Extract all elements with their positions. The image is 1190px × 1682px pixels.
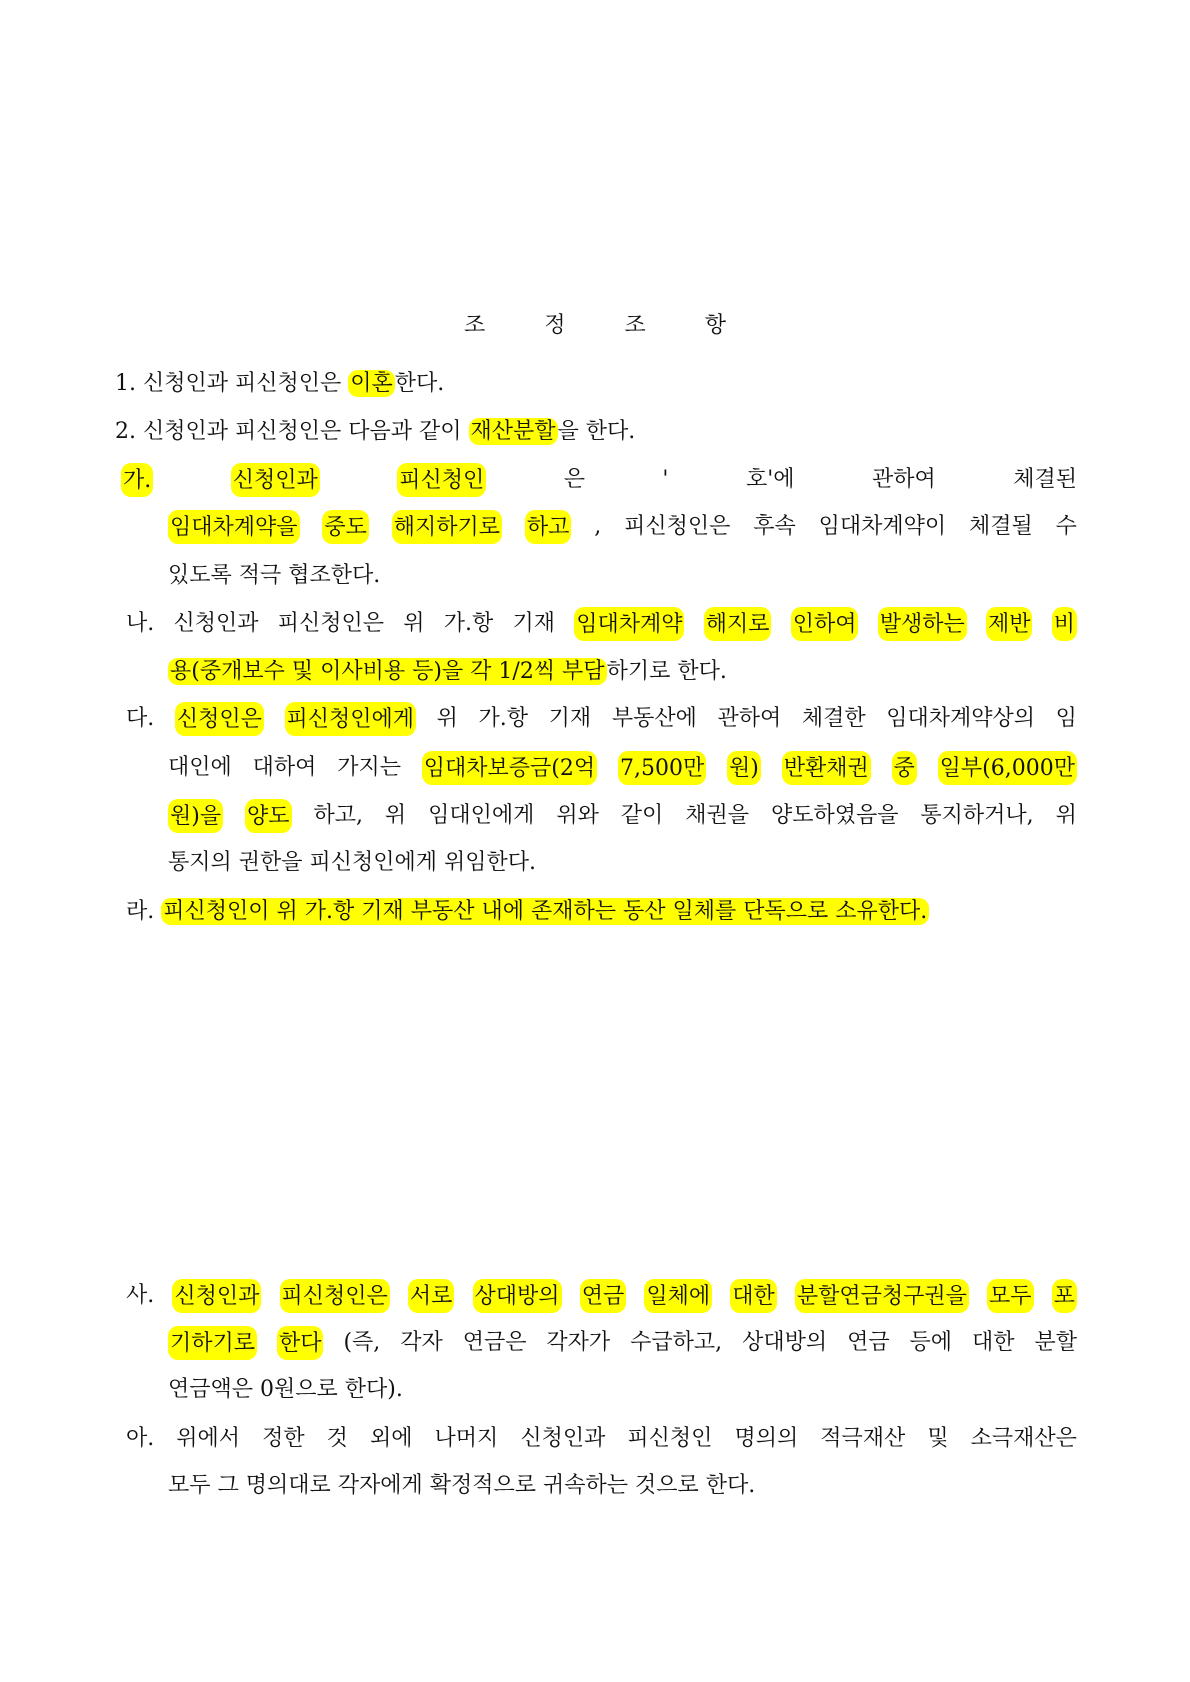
word: 위 xyxy=(436,706,458,731)
word: 원)을 xyxy=(168,799,223,833)
word: 연금은 xyxy=(462,1330,527,1355)
word: 대인에 xyxy=(168,755,232,780)
word: 관하여 xyxy=(717,706,782,731)
word: 서로 xyxy=(408,1279,455,1313)
document-title: 조 정 조 항 xyxy=(464,313,752,338)
word: 일체에 xyxy=(644,1279,712,1313)
document-line xyxy=(168,559,380,593)
word: 정한 xyxy=(262,1426,305,1451)
word: 상대방의 xyxy=(473,1279,562,1313)
word: 임대인에게 xyxy=(428,803,535,828)
word: 피신청인은 xyxy=(624,514,731,539)
word: 나머지 xyxy=(434,1426,499,1451)
word: 등에 xyxy=(909,1330,953,1355)
word: 대한 xyxy=(730,1279,777,1313)
word: 은 xyxy=(563,467,585,492)
text-segment: 2. 신청인과 피신청인은 다음과 같이 xyxy=(115,419,469,444)
word: 호'에 xyxy=(745,467,795,492)
word: 발생하는 xyxy=(878,607,967,641)
document-line xyxy=(168,510,1077,544)
word: 피신청인은 xyxy=(277,611,384,636)
word: 신청인은 xyxy=(175,702,264,736)
word: 신청인과 xyxy=(231,463,320,497)
word: 피신청인 xyxy=(397,463,486,497)
word: 기재 xyxy=(512,611,555,636)
document-line xyxy=(168,1326,1077,1360)
word: 가.항 xyxy=(443,611,494,636)
word: 신청인과 xyxy=(172,1279,261,1313)
word: 분할연금청구권을 xyxy=(795,1279,969,1313)
word: 일부(6,000만 xyxy=(938,751,1077,785)
highlighted-text: 이혼 xyxy=(350,371,393,396)
word: ' xyxy=(662,467,669,492)
word: 및 xyxy=(927,1426,949,1451)
word: 하고, xyxy=(313,803,363,828)
word: 수급하고, xyxy=(630,1330,723,1355)
word: 임대차보증금(2억 xyxy=(422,751,597,785)
document-line xyxy=(126,1279,1077,1313)
word: 채권을 xyxy=(685,803,749,828)
document-line xyxy=(168,1373,403,1407)
word: 체결한 xyxy=(801,706,866,731)
word: 임대차계약을 xyxy=(168,510,300,544)
word: 신청인과 xyxy=(173,611,259,636)
document-line xyxy=(115,367,444,401)
word: 사. xyxy=(126,1283,155,1308)
word: 가. xyxy=(121,463,153,497)
word: 7,500만 xyxy=(618,751,706,785)
word: 가.항 xyxy=(478,706,529,731)
text-segment: 있도록 적극 협조한다. xyxy=(168,563,381,588)
word: (즉, xyxy=(343,1330,381,1355)
word: 중 xyxy=(892,751,917,785)
text-segment: 한다. xyxy=(394,371,445,396)
word: 기하기로 xyxy=(168,1326,257,1360)
highlighted-text: 용(중개보수 및 이사비용 등)을 각 1/2씩 부담 xyxy=(170,659,605,684)
word: 가지는 xyxy=(337,755,401,780)
word: 신청인과 xyxy=(520,1426,606,1451)
text-segment: 하기로 한다. xyxy=(606,659,727,684)
word: 피신청인 xyxy=(627,1426,713,1451)
word: 하고 xyxy=(525,510,572,544)
word: 분할 xyxy=(1034,1330,1077,1355)
word: 위와 xyxy=(556,803,599,828)
document-line xyxy=(126,607,1077,641)
highlighted-text: 재산분할 xyxy=(470,419,556,444)
word: 비 xyxy=(1052,607,1077,641)
word: 임대차계약상의 xyxy=(886,706,1035,731)
document-line xyxy=(126,895,929,929)
word: 양도하였음을 xyxy=(770,803,899,828)
word: 해지하기로 xyxy=(392,510,502,544)
word: 부동산에 xyxy=(611,706,697,731)
text-segment: 라. xyxy=(126,899,162,924)
text-segment: 연금액은 0원으로 한다). xyxy=(168,1377,403,1402)
word: 모두 xyxy=(987,1279,1034,1313)
word: 명의의 xyxy=(734,1426,799,1451)
word: 양도 xyxy=(245,799,292,833)
word: 대하여 xyxy=(252,755,317,780)
text-segment: 모두 그 명의대로 각자에게 확정적으로 귀속하는 것으로 한다. xyxy=(168,1473,756,1498)
document-line xyxy=(168,1469,755,1503)
word: 포 xyxy=(1052,1279,1077,1313)
word: 아. xyxy=(126,1426,155,1451)
word: 위 xyxy=(1055,803,1077,828)
word: 임대차계약 xyxy=(574,607,684,641)
word: 기재 xyxy=(548,706,592,731)
word: 인하여 xyxy=(791,607,859,641)
word: 원) xyxy=(727,751,761,785)
word: 위에서 xyxy=(176,1426,241,1451)
text-segment: 1. 신청인과 피신청인은 xyxy=(115,371,349,396)
word: 외에 xyxy=(369,1426,413,1451)
word: , xyxy=(594,514,602,539)
highlighted-text: 피신청인이 위 가.항 기재 부동산 내에 존재하는 동산 일체를 단독으로 소유한다. xyxy=(163,899,928,924)
word: 후속 xyxy=(753,514,796,539)
document-line xyxy=(115,415,635,449)
word: 중도 xyxy=(322,510,369,544)
text-segment: 통지의 권한을 피신청인에게 위임한다. xyxy=(168,850,537,875)
document-line xyxy=(168,846,536,880)
word: 해지로 xyxy=(704,607,772,641)
document-line xyxy=(126,1422,1077,1456)
word: 피신청인은 xyxy=(280,1279,390,1313)
word: 체결될 xyxy=(968,514,1033,539)
word: 한다 xyxy=(277,1326,324,1360)
word: 수 xyxy=(1055,514,1077,539)
document-line xyxy=(168,799,1077,833)
word: 상대방의 xyxy=(742,1330,828,1355)
word: 다. xyxy=(126,706,155,731)
word: 각자가 xyxy=(546,1330,611,1355)
document-line xyxy=(168,751,1077,785)
word: 피신청인에게 xyxy=(285,702,417,736)
word: 같이 xyxy=(620,803,664,828)
word: 나. xyxy=(126,611,155,636)
word: 체결된 xyxy=(1013,467,1077,492)
word: 임 xyxy=(1055,706,1077,731)
word: 것 xyxy=(326,1426,348,1451)
word: 각자 xyxy=(400,1330,443,1355)
document-line xyxy=(121,463,1077,497)
word: 위 xyxy=(403,611,425,636)
word: 위 xyxy=(384,803,407,828)
word: 소극재산은 xyxy=(970,1426,1077,1451)
word: 임대차계약이 xyxy=(818,514,947,539)
document-line xyxy=(126,702,1077,736)
word: 반환채권 xyxy=(782,751,871,785)
word: 관하여 xyxy=(871,467,936,492)
text-segment: 을 한다. xyxy=(557,419,636,444)
word: 제반 xyxy=(986,607,1033,641)
word: 대한 xyxy=(972,1330,1015,1355)
word: 연금 xyxy=(847,1330,890,1355)
word: 연금 xyxy=(580,1279,627,1313)
word: 통지하거나, xyxy=(920,803,1034,828)
document-line xyxy=(168,655,727,689)
word: 적극재산 xyxy=(820,1426,906,1451)
